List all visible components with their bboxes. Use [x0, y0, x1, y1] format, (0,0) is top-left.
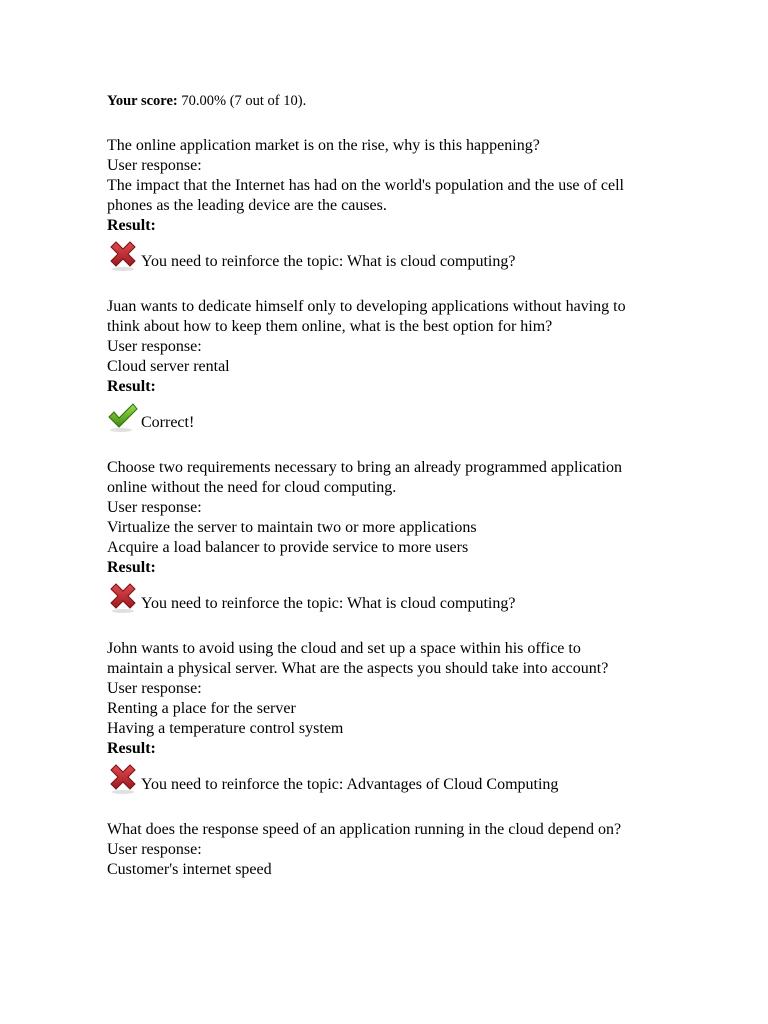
user-response-label: User response:	[107, 499, 202, 516]
checkmark-icon	[107, 401, 139, 433]
user-response-text: Acquire a load balancer to provide service to more users	[107, 539, 469, 556]
result-row	[107, 580, 687, 614]
score-value: 70.00% (7 out of 10).	[181, 93, 307, 109]
question-block	[107, 820, 687, 880]
cross-icon	[107, 763, 139, 795]
result-text: You need to reinforce the topic: What is cloud computing?	[141, 595, 516, 612]
user-response-text: Customer's internet speed	[107, 861, 272, 878]
score-label: Your score:	[107, 93, 178, 109]
result-text: You need to reinforce the topic: Advantages of Cloud Computing	[141, 776, 559, 793]
user-response-text: Renting a place for the server	[107, 700, 296, 717]
cross-icon	[107, 582, 139, 614]
user-response-text: phones as the leading device are the causes.	[107, 197, 387, 214]
user-response-label: User response:	[107, 338, 202, 355]
score-line	[107, 91, 687, 111]
question-block	[107, 639, 687, 795]
user-response-label: User response:	[107, 841, 202, 858]
cross-icon	[107, 240, 139, 272]
question-list	[107, 136, 687, 880]
user-response-label: User response:	[107, 680, 202, 697]
result-row	[107, 399, 687, 433]
result-label: Result:	[107, 559, 156, 576]
result-row	[107, 238, 687, 272]
user-response-text: Cloud server rental	[107, 358, 230, 375]
question-text: The online application market is on the rise, why is this happening?	[107, 137, 540, 154]
user-response-text: Virtualize the server to maintain two or more applications	[107, 519, 477, 536]
question-text: John wants to avoid using the cloud and set up a space within his office to	[107, 640, 581, 657]
result-row	[107, 761, 687, 795]
question-text: Juan wants to dedicate himself only to developing applications without having to	[107, 298, 626, 315]
question-block	[107, 297, 687, 433]
result-label: Result:	[107, 217, 156, 234]
quiz-results-page	[107, 91, 687, 905]
result-text: You need to reinforce the topic: What is cloud computing?	[141, 253, 516, 270]
question-text: think about how to keep them online, what is the best option for him?	[107, 318, 553, 335]
result-label: Result:	[107, 378, 156, 395]
question-block	[107, 458, 687, 614]
question-text: Choose two requirements necessary to bring an already programmed application	[107, 459, 622, 476]
question-block	[107, 136, 687, 272]
user-response-label: User response:	[107, 157, 202, 174]
user-response-text: Having a temperature control system	[107, 720, 344, 737]
question-text: What does the response speed of an application running in the cloud depend on?	[107, 821, 622, 838]
result-text: Correct!	[141, 414, 195, 431]
user-response-text: The impact that the Internet has had on the world's population and the use of cell	[107, 177, 624, 194]
question-text: online without the need for cloud computing.	[107, 479, 397, 496]
question-text: maintain a physical server. What are the aspects you should take into account?	[107, 660, 609, 677]
result-label: Result:	[107, 740, 156, 757]
